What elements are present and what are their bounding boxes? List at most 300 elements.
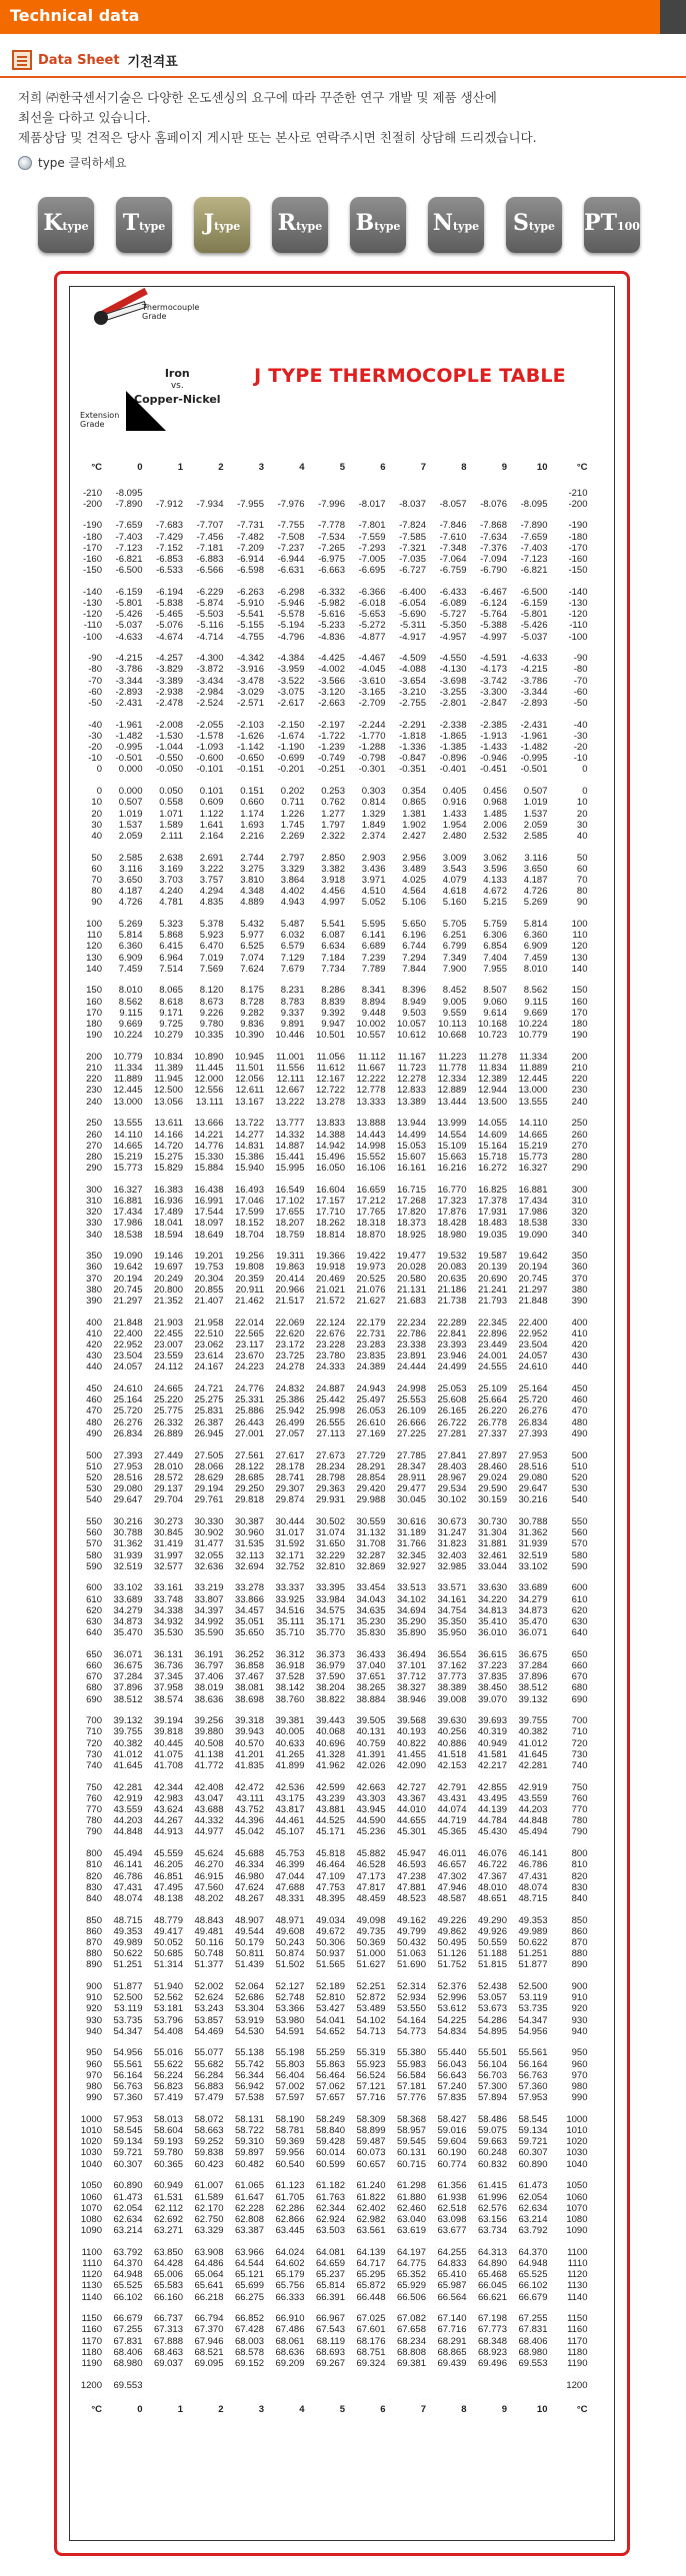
temperature-cell: 360 — [86, 1262, 102, 1274]
table-row — [76, 2059, 606, 2070]
emf-cell: 6.196 — [402, 930, 426, 942]
emf-cell: 28.460 — [477, 1460, 507, 1472]
emf-cell: 61.880 — [396, 2191, 426, 2203]
temperature-cell: 80 — [91, 886, 102, 898]
emf-cell: 0.814 — [361, 797, 386, 809]
temperature-cell: 590 — [571, 1560, 588, 1572]
emf-cell: 60.599 — [315, 2158, 345, 2170]
group-spacer — [76, 2103, 606, 2114]
temperature-cell: 1010 — [566, 2125, 588, 2137]
temperature-cell: 780 — [571, 1815, 588, 1827]
emf-cell: 32.985 — [437, 1560, 467, 1572]
emf-cell: 27.505 — [194, 1449, 224, 1461]
emf-cell: 10.335 — [194, 1030, 224, 1042]
table-row — [76, 1196, 606, 1207]
temperature-cell: 670 — [86, 1671, 102, 1683]
table-row — [76, 1582, 606, 1593]
emf-cell: 48.651 — [477, 1892, 507, 1904]
emf-cell: 13.666 — [194, 1118, 224, 1130]
emf-cell: 64.139 — [356, 2246, 386, 2258]
temperature-cell: 720 — [571, 1737, 588, 1749]
temperature-cell: 530 — [571, 1483, 588, 1495]
emf-cell: -7.846 — [439, 520, 467, 532]
emf-cell: 49.799 — [396, 1925, 426, 1937]
emf-cell: 5.868 — [159, 930, 183, 942]
emf-cell: 33.925 — [275, 1593, 305, 1605]
emf-cell: 68.291 — [437, 2335, 467, 2347]
emf-cell: 46.011 — [438, 1848, 467, 1860]
emf-cell: 8 — [461, 462, 467, 473]
table-row — [76, 1118, 606, 1129]
emf-cell: 15.109 — [437, 1140, 467, 1152]
emf-cell: 13.833 — [315, 1118, 345, 1130]
emf-cell: 49.098 — [356, 1914, 386, 1926]
emf-cell: 37.406 — [194, 1671, 224, 1683]
emf-cell: 65.641 — [194, 2280, 224, 2292]
emf-cell: -3.210 — [399, 686, 426, 698]
emf-cell: 23.449 — [477, 1339, 507, 1350]
temperature-cell: -190 — [568, 520, 588, 532]
table-row — [76, 1948, 606, 1959]
temperature-cell: 660 — [571, 1660, 588, 1671]
temperature-cell: 930 — [86, 2014, 102, 2026]
emf-cell: -4.796 — [277, 631, 305, 643]
emf-cell: 69.324 — [356, 2357, 386, 2369]
emf-cell: 47.367 — [477, 1870, 507, 1882]
emf-cell: 46.528 — [356, 1859, 386, 1871]
emf-cell: 14.055 — [477, 1118, 507, 1130]
emf-cell: -6.467 — [480, 586, 507, 598]
emf-cell: 30.045 — [396, 1494, 426, 1506]
table-row — [76, 1063, 606, 1074]
emf-cell: 66.448 — [356, 2291, 386, 2303]
emf-cell: 51.377 — [194, 1959, 224, 1971]
type-button-letter: R — [277, 210, 297, 236]
emf-cell: 41.581 — [477, 1748, 507, 1760]
temperature-cell: 350 — [571, 1251, 588, 1263]
emf-cell: 47.238 — [396, 1870, 426, 1882]
emf-cell: 9.669 — [118, 1019, 143, 1030]
emf-cell: 18.483 — [477, 1218, 507, 1230]
emf-cell: 67.082 — [396, 2313, 426, 2325]
emf-cell: -5.541 — [237, 609, 264, 621]
emf-cell: 7 — [420, 2404, 426, 2416]
emf-cell: 1 — [177, 462, 183, 473]
emf-cell: 56.883 — [194, 2081, 224, 2092]
type-button-jtype[interactable] — [194, 197, 250, 253]
emf-cell: 52.314 — [396, 1981, 426, 1992]
emf-cell: 15.663 — [437, 1151, 467, 1163]
emf-cell: 54.041 — [315, 2014, 345, 2026]
emf-cell: -7.912 — [156, 498, 183, 510]
emf-cell: 41.899 — [275, 1760, 305, 1771]
emf-cell — [224, 2380, 265, 2391]
emf-cell: 53.119 — [114, 2003, 143, 2015]
temperature-cell: 620 — [571, 1604, 588, 1616]
emf-cell: -6.124 — [480, 598, 507, 609]
emf-cell: -4.633 — [115, 631, 143, 643]
group-spacer — [76, 975, 606, 986]
emf-cell: 52.064 — [234, 1981, 264, 1992]
emf-cell: -5.616 — [318, 609, 345, 621]
emf-cell: 44.848 — [518, 1815, 548, 1827]
emf-cell: 44.977 — [194, 1826, 224, 1838]
emf-cell: 6.579 — [280, 941, 305, 953]
emf-cell: 41.391 — [356, 1748, 386, 1760]
emf-cell: 39.505 — [356, 1715, 386, 1727]
emf-cell: 22.179 — [356, 1316, 386, 1328]
emf-cell: 61.763 — [315, 2191, 345, 2203]
emf-cell: 32.810 — [315, 1560, 345, 1572]
emf-cell: 33.161 — [153, 1582, 183, 1594]
emf-cell: 0.253 — [321, 786, 345, 798]
emf-cell: 39.132 — [518, 1693, 548, 1705]
group-spacer — [76, 2369, 606, 2380]
temperature-cell: -110 — [569, 620, 588, 632]
temperature-cell: -50 — [88, 698, 102, 709]
emf-cell: 0.558 — [159, 797, 183, 809]
emf-cell: -2.055 — [196, 719, 224, 731]
emf-cell: 38.081 — [234, 1682, 264, 1694]
table-row — [76, 488, 606, 499]
emf-cell: 56.043 — [437, 2058, 467, 2070]
emf-cell: -5.465 — [156, 609, 183, 621]
emf-cell: 20.745 — [518, 1273, 548, 1285]
group-spacer — [76, 1505, 606, 1516]
emf-cell: 41.455 — [396, 1748, 426, 1760]
emf-cell: 7.569 — [199, 963, 224, 975]
type-button-stype[interactable] — [506, 197, 562, 253]
emf-cell: -1.336 — [399, 742, 426, 754]
emf-cell: 5.269 — [118, 919, 143, 930]
emf-cell: 50.559 — [477, 1936, 507, 1948]
emf-cell: 12.778 — [356, 1085, 386, 1097]
emf-cell: -7.868 — [480, 520, 507, 532]
temperature-cell: 890 — [86, 1959, 102, 1971]
emf-cell: 27.393 — [113, 1449, 143, 1461]
emf-cell: 57.121 — [356, 2081, 386, 2092]
temperature-cell: -200 — [568, 498, 588, 510]
emf-cell — [426, 2380, 467, 2391]
emf-cell: 36.736 — [153, 1660, 183, 1671]
emf-cell: 66.391 — [315, 2291, 345, 2303]
table-row — [76, 1361, 606, 1372]
temperature-cell: -150 — [568, 565, 588, 577]
temperature-cell: 20 — [91, 808, 102, 820]
emf-cell: 30.102 — [437, 1494, 467, 1506]
emf-cell: 0.762 — [321, 797, 345, 809]
temperature-cell: 970 — [571, 2069, 588, 2081]
emf-cell: 18.262 — [315, 1218, 345, 1230]
emf-cell: -3.029 — [237, 686, 264, 698]
temperature-cell: 1140 — [567, 2291, 588, 2303]
temperature-cell: -90 — [573, 653, 588, 665]
emf-cell: 51.188 — [477, 1948, 507, 1960]
emf-cell: 16.659 — [356, 1184, 386, 1196]
type-button-btype[interactable] — [350, 197, 406, 253]
emf-cell: 41.645 — [518, 1748, 548, 1760]
emf-cell: 56.284 — [194, 2069, 224, 2081]
emf-cell: 47.688 — [275, 1881, 305, 1893]
emf-cell: 15.995 — [275, 1163, 305, 1175]
emf-cell: 10.224 — [518, 1019, 548, 1030]
temperature-cell: 1090 — [566, 2225, 588, 2237]
emf-cell: 69.496 — [477, 2357, 507, 2369]
emf-cell: 36.071 — [518, 1627, 548, 1639]
emf-cell: 39.381 — [275, 1715, 305, 1727]
temperature-cell: 60 — [576, 863, 588, 875]
emf-cell: 30.502 — [315, 1515, 345, 1527]
type-button-ktype[interactable] — [38, 197, 94, 253]
emf-cell: -7.659 — [520, 531, 548, 543]
emf-cell: 13.333 — [356, 1096, 386, 1108]
emf-cell: -5.037 — [520, 631, 548, 643]
table-row — [76, 1052, 606, 1063]
emf-cell: 45.559 — [153, 1848, 183, 1860]
emf-cell: 31.419 — [153, 1538, 183, 1550]
temperature-cell: 880 — [571, 1948, 588, 1960]
emf-cell: 64.428 — [153, 2257, 183, 2269]
emf-cell: 20.028 — [396, 1262, 426, 1274]
table-row — [76, 1030, 606, 1041]
emf-cell: 13.278 — [315, 1096, 345, 1108]
emf-cell: 33.513 — [396, 1582, 426, 1594]
emf-cell: 49.544 — [234, 1925, 264, 1937]
emf-cell: 61.182 — [315, 2180, 345, 2192]
emf-cell: 53.119 — [519, 1992, 548, 2004]
table-row — [76, 853, 606, 864]
emf-cell: 14.443 — [356, 1129, 386, 1141]
emf-cell: 11.334 — [519, 1051, 548, 1063]
emf-cell: 5.160 — [442, 897, 467, 909]
emf-cell: 31.132 — [356, 1527, 386, 1539]
emf-cell: 49.989 — [518, 1925, 548, 1937]
emf-cell: 24.887 — [315, 1383, 345, 1395]
temperature-cell: 470 — [86, 1405, 102, 1417]
emf-cell: 38.512 — [113, 1693, 143, 1705]
emf-cell: 5.541 — [321, 919, 345, 930]
emf-cell: -4.215 — [115, 653, 143, 665]
emf-cell: -7.585 — [399, 531, 426, 543]
emf-cell: 4 — [299, 462, 305, 473]
emf-cell: 35.590 — [194, 1627, 224, 1639]
temperature-cell: -160 — [568, 553, 588, 565]
emf-cell: 48.010 — [477, 1881, 507, 1893]
emf-cell: 43.688 — [194, 1804, 224, 1816]
emf-cell: 35.950 — [437, 1627, 467, 1639]
emf-cell: 40.068 — [315, 1726, 345, 1738]
emf-cell: 56.104 — [477, 2058, 507, 2070]
table-row — [76, 1019, 606, 1030]
emf-cell: 6.854 — [483, 941, 507, 953]
emf-cell: 65.237 — [315, 2269, 345, 2281]
temperature-cell: -170 — [82, 542, 102, 554]
emf-cell: 55.380 — [396, 2047, 426, 2059]
emf-cell: 10.834 — [153, 1051, 183, 1063]
emf-cell: 49.735 — [356, 1925, 386, 1937]
type-button-ttype[interactable] — [116, 197, 172, 253]
emf-cell: 65.352 — [396, 2269, 426, 2281]
emf-cell: 19.863 — [275, 1262, 305, 1274]
emf-cell: 31.189 — [396, 1527, 426, 1539]
temperature-cell: 430 — [571, 1350, 588, 1362]
temperature-cell: 1140 — [81, 2291, 102, 2303]
emf-cell: 34.694 — [396, 1604, 426, 1616]
type-button-ntype[interactable] — [428, 197, 484, 253]
emf-cell: 8.231 — [280, 985, 305, 997]
emf-cell: 54.713 — [356, 2025, 386, 2037]
temperature-cell: 500 — [86, 1449, 102, 1461]
emf-cell: 29.988 — [356, 1494, 386, 1506]
table-row — [76, 1383, 606, 1394]
emf-cell: 65.410 — [437, 2269, 467, 2281]
emf-cell: 11.112 — [357, 1051, 386, 1063]
emf-cell: 58.545 — [113, 2125, 143, 2137]
emf-cell: 2.532 — [483, 830, 507, 842]
emf-cell: 0.456 — [483, 786, 507, 798]
emf-cell: 2.797 — [280, 852, 305, 864]
emf-cell: 30.616 — [396, 1515, 426, 1527]
emf-cell: 46.141 — [113, 1859, 143, 1871]
emf-cell: 26.499 — [275, 1416, 305, 1428]
emf-cell: -4.591 — [480, 653, 507, 665]
emf-cell: 4.726 — [118, 897, 143, 909]
emf-cell: 19.642 — [518, 1251, 548, 1263]
emf-cell: 38.327 — [396, 1682, 426, 1694]
emf-cell: 69.439 — [437, 2357, 467, 2369]
emf-cell: 33.102 — [518, 1560, 548, 1572]
table-row — [76, 2180, 606, 2191]
table-row — [76, 1494, 606, 1505]
emf-cell: 24.665 — [153, 1383, 183, 1395]
emf-cell: 5.487 — [280, 919, 305, 930]
table-row — [76, 897, 606, 908]
emf-cell: 23.283 — [356, 1339, 386, 1350]
emf-cell: 3.596 — [483, 863, 507, 875]
emf-cell: 34.754 — [437, 1604, 467, 1616]
emf-cell: 42.983 — [153, 1792, 183, 1804]
emf-cell — [183, 2380, 224, 2391]
emf-cell: 57.835 — [437, 2092, 467, 2104]
emf-cell: 21.738 — [437, 1294, 467, 1306]
emf-cell: 56.942 — [234, 2081, 264, 2092]
emf-cell: -0.101 — [196, 764, 224, 776]
emf-cell: 47.946 — [437, 1881, 467, 1893]
emf-cell: 10.779 — [518, 1030, 548, 1042]
emf-cell: 52.500 — [113, 1992, 143, 2004]
emf-cell: 21.131 — [396, 1284, 426, 1295]
emf-cell: 39.818 — [153, 1726, 183, 1738]
emf-cell: -6.433 — [439, 586, 467, 598]
emf-cell: 28.911 — [397, 1471, 426, 1483]
emf-cell: 50.369 — [356, 1936, 386, 1948]
emf-cell: 13.888 — [356, 1118, 386, 1130]
emf-cell: 51.815 — [477, 1959, 507, 1971]
table-row — [76, 2258, 606, 2269]
emf-cell: -2.755 — [399, 698, 426, 709]
emf-cell: 34.043 — [356, 1593, 386, 1605]
table-row — [76, 875, 606, 886]
emf-cell: 29.647 — [113, 1494, 143, 1506]
emf-cell: 37.223 — [477, 1660, 507, 1671]
emf-cell: 41.201 — [234, 1748, 264, 1760]
emf-cell: 28.403 — [437, 1460, 467, 1472]
emf-cell: 37.528 — [275, 1671, 305, 1683]
emf-cell: 61.996 — [477, 2191, 507, 2203]
emf-cell: 51.877 — [113, 1981, 143, 1992]
emf-cell: 69.209 — [275, 2357, 305, 2369]
emf-cell: -2.617 — [277, 698, 305, 709]
emf-cell: 24.167 — [194, 1361, 224, 1373]
temperature-cell: 800 — [571, 1848, 588, 1860]
emf-cell: 24.721 — [194, 1383, 224, 1395]
emf-cell: 11.556 — [276, 1063, 305, 1075]
emf-cell: 6.251 — [442, 930, 467, 942]
table-row — [76, 731, 606, 742]
emf-cell: 67.370 — [194, 2324, 224, 2336]
group-spacer — [76, 1572, 606, 1583]
type-button-pt100[interactable] — [584, 197, 640, 253]
table-row — [76, 2347, 606, 2358]
emf-cell: 8.010 — [118, 985, 143, 997]
temperature-cell: 1030 — [566, 2147, 588, 2159]
emf-cell: 55.561 — [113, 2058, 143, 2070]
emf-cell: 63.908 — [194, 2246, 224, 2258]
table-row — [76, 2313, 606, 2324]
emf-cell: 36.858 — [234, 1660, 264, 1671]
emf-cell: 8.507 — [483, 985, 507, 997]
emf-cell: 3.810 — [240, 874, 264, 886]
emf-cell: 38.636 — [194, 1693, 224, 1705]
emf-cell: -2.197 — [318, 719, 345, 731]
type-button-rtype[interactable] — [272, 197, 328, 253]
emf-cell: 40.193 — [396, 1726, 426, 1738]
temperature-cell: 650 — [571, 1648, 588, 1660]
table-row — [76, 1738, 606, 1749]
emf-cell: 14.720 — [153, 1140, 183, 1152]
emf-cell: 49.672 — [315, 1925, 345, 1937]
temperature-cell: 10 — [91, 797, 102, 809]
temperature-cell: °C — [576, 2404, 588, 2416]
emf-cell: 36.615 — [477, 1648, 507, 1660]
emf-cell: 21.903 — [153, 1316, 183, 1328]
temperature-cell: 340 — [86, 1229, 102, 1241]
temperature-cell: 1060 — [80, 2191, 102, 2203]
table-row — [76, 1871, 606, 1882]
temperature-cell: 950 — [86, 2047, 102, 2059]
emf-cell: 58.604 — [153, 2125, 183, 2137]
emf-cell: 14.665 — [113, 1140, 143, 1152]
emf-cell: 35.530 — [153, 1627, 183, 1639]
emf-cell: 4.079 — [442, 874, 467, 886]
emf-cell: 22.400 — [518, 1316, 548, 1328]
emf-cell: -5.426 — [115, 609, 143, 621]
emf-cell: 69.095 — [194, 2357, 224, 2369]
temperature-cell: 190 — [86, 1030, 102, 1042]
emf-cell: 10.668 — [437, 1030, 467, 1042]
table-row — [76, 1804, 606, 1815]
temperature-cell: 1010 — [80, 2125, 102, 2137]
emf-cell: 22.455 — [153, 1327, 183, 1339]
temperature-cell: 240 — [86, 1096, 102, 1108]
emf-cell: 8.010 — [523, 963, 548, 975]
emf-cell: 60.365 — [153, 2158, 183, 2170]
emf-cell: 52.189 — [315, 1981, 345, 1992]
temperature-cell: 920 — [86, 2003, 102, 2015]
temperature-cell: 1180 — [81, 2346, 102, 2358]
table-row — [76, 2003, 606, 2014]
emf-cell: -4.425 — [318, 653, 345, 665]
